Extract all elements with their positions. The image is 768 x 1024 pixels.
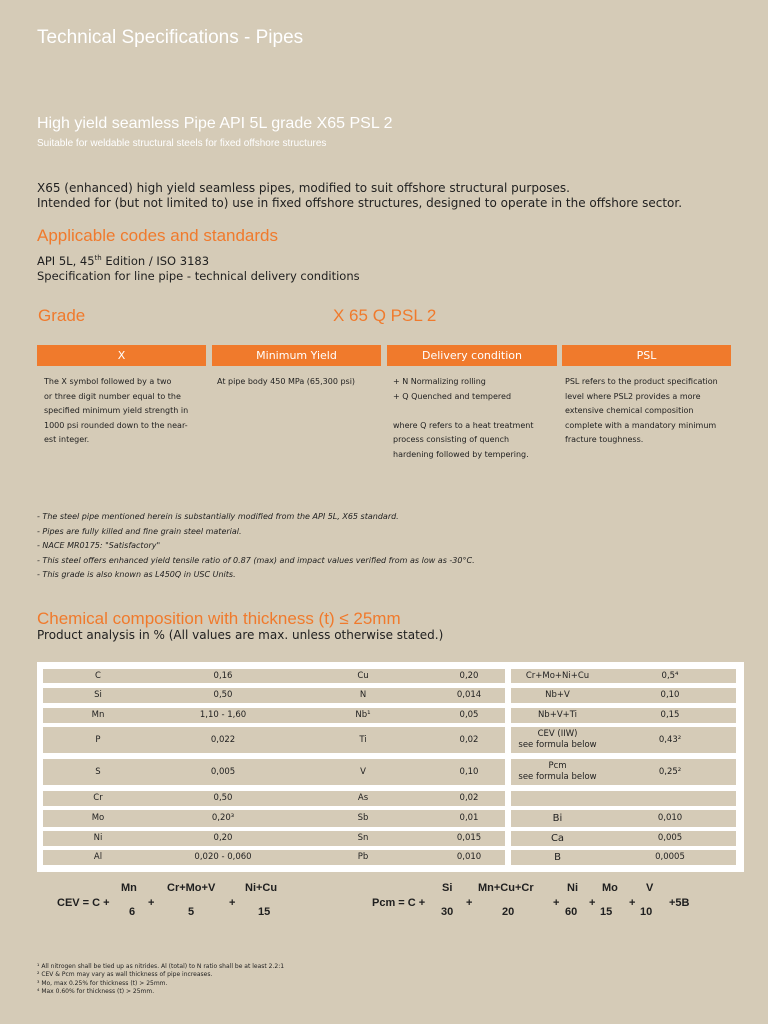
column-header-minimum-yield: Minimum Yield xyxy=(212,345,381,366)
chem-value: 0,20 xyxy=(213,833,233,843)
pcm-num: Mo xyxy=(602,882,618,894)
chem-element: C xyxy=(95,670,101,681)
cev-plus: + xyxy=(148,897,155,909)
column-line: The X symbol followed by a two xyxy=(44,377,172,386)
chem-value: 0,02 xyxy=(459,734,479,745)
chem-value: 0,005 xyxy=(210,766,236,777)
codes-heading: Applicable codes and standards xyxy=(37,226,278,245)
chem-value: 0,014 xyxy=(456,690,482,700)
chem-element: Nb+V+Ti xyxy=(537,710,578,720)
chem-heading: Chemical composition with thickness (t) ≤ 25mm xyxy=(37,609,401,628)
column-line: or three digit number equal to the xyxy=(44,391,181,401)
codes-line: API 5L, 45 xyxy=(37,253,95,268)
column-text-x xyxy=(44,375,204,448)
pcm-plus: + xyxy=(629,897,636,909)
chem-element: Pcm see formula below xyxy=(518,761,597,782)
chem-element: Al xyxy=(93,852,103,862)
note-item: - This steel offers enhanced yield tensile ratio of 0.87 (max) and impact values verified from as low as -30°C. xyxy=(37,555,475,565)
chem-element: S xyxy=(95,766,101,777)
chem-element: As xyxy=(357,793,369,803)
chem-value: 0,20³ xyxy=(211,813,235,823)
chem-value: 0,02 xyxy=(459,793,479,803)
column-line: process consisting of quench xyxy=(393,435,510,444)
chem-element: Ti xyxy=(359,734,367,745)
chem-value: 0,010 xyxy=(657,813,683,823)
pcm-num: Ni xyxy=(567,882,578,894)
column-line: fracture toughness. xyxy=(565,435,644,444)
chem-value: 0,0005 xyxy=(655,852,685,862)
column-line: est integer. xyxy=(44,435,90,444)
chem-value: 0,50 xyxy=(213,793,233,803)
note-item: - This grade is also known as L450Q in USC Units. xyxy=(37,570,236,580)
chem-element: Ca xyxy=(550,833,565,844)
chem-element: Cr+Mo+Ni+Cu xyxy=(525,670,590,681)
pcm-plus: + xyxy=(589,897,596,909)
column-header-delivery-condition: Delivery condition xyxy=(387,345,557,366)
grade-label: Grade xyxy=(38,306,86,325)
codes-text xyxy=(37,251,360,284)
chem-value: 0,5⁴ xyxy=(661,670,679,681)
pcm-num: Mn+Cu+Cr xyxy=(478,882,534,894)
chem-value: 0,10 xyxy=(459,766,479,777)
cev-num: Cr+Mo+V xyxy=(167,882,216,894)
chem-element: Sb xyxy=(357,813,369,823)
column-text-delivery-condition xyxy=(393,375,553,462)
column-line: PSL refers to the product specification xyxy=(565,377,718,386)
column-line: level where PSL2 provides a more xyxy=(565,391,701,401)
codes-line: Edition / ISO 3183 xyxy=(101,253,210,268)
column-line: hardening followed by tempering. xyxy=(393,449,529,459)
cev-den: 6 xyxy=(129,906,136,918)
note-item: - Pipes are fully killed and fine grain steel material. xyxy=(37,526,242,536)
chem-value: 0,05 xyxy=(459,710,479,720)
column-line: where Q refers to a heat treatment xyxy=(393,420,534,430)
footnote: ³ Mo, max 0.25% for thickness (t) > 25mm. xyxy=(37,979,168,987)
product-title: High yield seamless Pipe API 5L grade X65 PSL 2 xyxy=(37,115,393,132)
chem-value: 0,25² xyxy=(658,766,682,777)
chem-value: 0,16 xyxy=(213,670,233,681)
chem-element: Cu xyxy=(357,670,369,681)
cev-plus: + xyxy=(229,897,236,909)
chem-element: N xyxy=(359,690,367,700)
chem-value xyxy=(604,791,736,806)
column-line: complete with a mandatory minimum xyxy=(565,420,717,430)
chem-element: Cr xyxy=(93,793,103,803)
codes-sup: th xyxy=(94,254,102,262)
chem-element: Nb+V xyxy=(545,690,570,700)
chem-element: Ni xyxy=(93,833,103,843)
chem-element: Pb xyxy=(357,852,369,862)
chem-value: 0,020 - 0,060 xyxy=(194,852,252,862)
notes-list xyxy=(37,510,475,583)
pcm-den: 30 xyxy=(441,906,454,918)
chem-element: B xyxy=(554,852,561,863)
column-line: + Q Quenched and tempered xyxy=(393,391,512,401)
codes-line: Specification for line pipe - technical delivery conditions xyxy=(37,268,360,283)
grade-value: X 65 Q PSL 2 xyxy=(333,306,437,325)
chem-value: 0,20 xyxy=(459,670,479,681)
chem-element: V xyxy=(360,766,366,777)
pcm-num: V xyxy=(646,882,654,894)
note-item: - NACE MR0175: "Satisfactory" xyxy=(37,541,161,551)
column-line xyxy=(393,404,553,419)
footnote: ² CEV & Pcm may vary as wall thickness of pipe increases. xyxy=(37,971,213,979)
pcm-den: 20 xyxy=(502,906,515,918)
chem-element xyxy=(511,791,604,806)
chem-value: 0,10 xyxy=(660,690,680,700)
cev-lhs: CEV = C + xyxy=(57,897,110,909)
product-subtitle: Suitable for weldable structural steels for fixed offshore structures xyxy=(37,138,327,149)
column-header-x: X xyxy=(37,345,206,366)
chem-value: 1,10 - 1,60 xyxy=(199,710,247,720)
chem-element: Nb¹ xyxy=(355,710,371,720)
column-line: extensive chemical composition xyxy=(565,406,694,415)
cev-num: Mn xyxy=(121,882,137,894)
chem-element: Bi xyxy=(552,813,563,824)
pcm-plus: + xyxy=(553,897,560,909)
column-line: specified minimum yield strength in xyxy=(44,406,189,415)
cev-den: 5 xyxy=(188,906,195,918)
column-line: + N Normalizing rolling xyxy=(393,377,486,386)
chem-element: Mn xyxy=(91,710,105,720)
chem-value: 0,15 xyxy=(660,710,680,720)
column-line: At pipe body 450 MPa (65,300 psi) xyxy=(217,377,356,386)
pcm-den: 15 xyxy=(600,906,613,918)
chem-value: 0,01 xyxy=(459,813,479,823)
pcm-tail: +5B xyxy=(669,897,690,909)
pcm-plus: + xyxy=(466,897,473,909)
cev-den: 15 xyxy=(258,906,271,918)
intro-line: Intended for (but not limited to) use in fixed offshore structures, designed to operate in the offshore sector. xyxy=(37,196,683,210)
pcm-num: Si xyxy=(442,882,453,894)
chem-value: 0,015 xyxy=(456,833,482,843)
note-item: - The steel pipe mentioned herein is substantially modified from the API 5L, X65 standard. xyxy=(37,512,399,521)
column-text-psl xyxy=(565,375,735,448)
chem-value: 0,43² xyxy=(658,734,682,745)
chem-value: 0,010 xyxy=(456,852,482,862)
column-header-psl: PSL xyxy=(562,345,731,366)
chem-table xyxy=(37,662,744,872)
chem-value: 0,50 xyxy=(213,690,233,700)
column-text-minimum-yield xyxy=(217,375,387,390)
intro-line: X65 (enhanced) high yield seamless pipes, modified to suit offshore structural purposes. xyxy=(37,181,570,195)
footnotes xyxy=(37,963,284,997)
pcm-den: 60 xyxy=(565,906,578,918)
chem-value: 0,022 xyxy=(210,734,236,745)
chem-element: CEV (IIW) see formula below xyxy=(518,729,597,750)
pcm-den: 10 xyxy=(640,906,653,918)
intro-text xyxy=(37,181,682,211)
footnote: ⁴ Max 0.60% for thickness (t) > 25mm. xyxy=(37,988,155,996)
footnote: ¹ All nitrogen shall be tied up as nitrides. Al (total) to N ratio shall be at least 2.2:1 xyxy=(37,963,285,970)
chem-element: Mo xyxy=(91,813,105,823)
page-title: Technical Specifications - Pipes xyxy=(37,27,304,48)
chem-element: P xyxy=(95,734,101,745)
chem-element: Sn xyxy=(357,833,369,843)
pcm-lhs: Pcm = C + xyxy=(372,897,426,909)
chem-value: 0,005 xyxy=(657,833,683,843)
chem-element: Si xyxy=(94,690,102,700)
chem-subheading: Product analysis in % (All values are max. unless otherwise stated.) xyxy=(37,628,444,642)
cev-num: Ni+Cu xyxy=(245,882,278,894)
column-line: 1000 psi rounded down to the near- xyxy=(44,420,188,430)
